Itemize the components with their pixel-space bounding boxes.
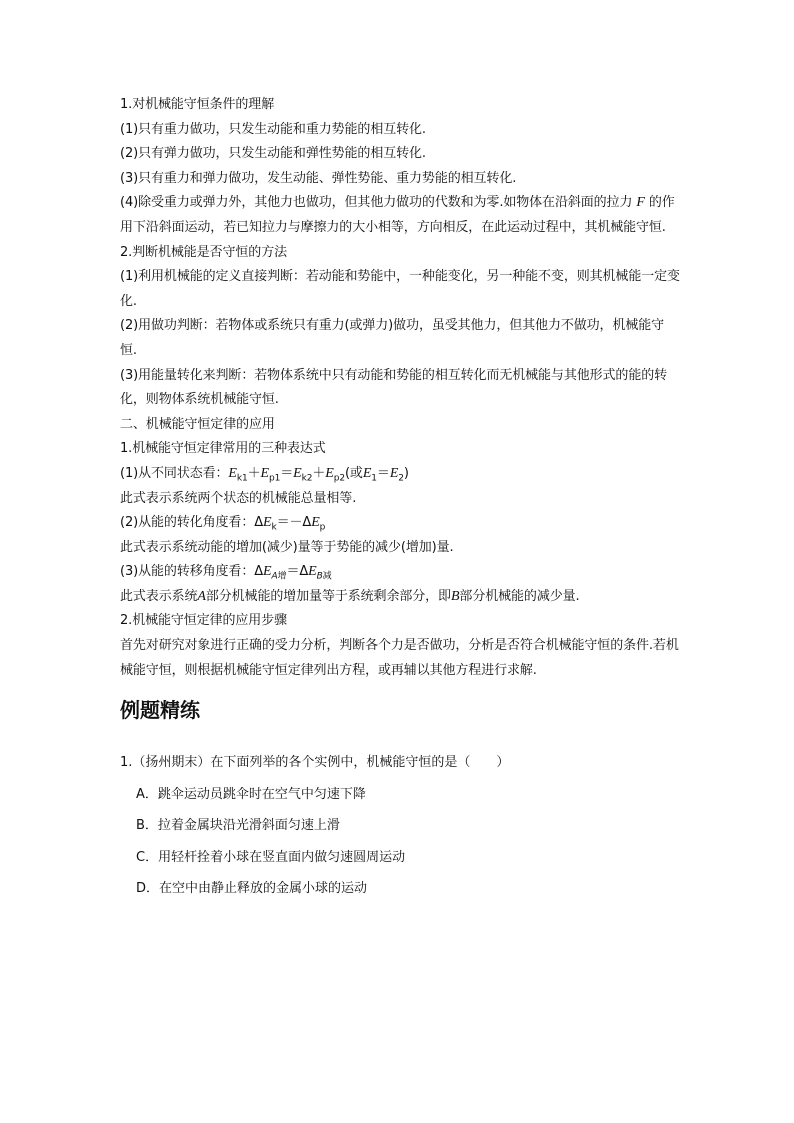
item4-text-b: 的作用下沿斜面运动，若已知拉力与摩擦力的大小相等，方向相反，在此运动过程中，其机械能守恒. <box>120 195 675 235</box>
examples-heading: 例题精练 <box>120 698 200 723</box>
section2-item-1: (1)利用机械能的定义直接判断：若动能和势能中，一种能变化，另一种能不变，则其机械能一定变化. <box>120 269 680 309</box>
item4-text-a: (4)除受重力或弹力外，其他力也做功，但其他力做功的代数和为零.如物体在沿斜面的拉力 <box>120 195 633 211</box>
part2-title: 二、机械能守恒定律的应用 <box>120 416 275 432</box>
expression-3: (3)从能的转移角度看：$\Delta E_{A增}=\Delta E_{B减}$ <box>120 564 332 582</box>
section2-item-2: (2)用做功判断：若物体或系统只有重力(或弹力)做功，虽受其他力，但其他力不做功，机械能守恒. <box>120 318 665 358</box>
expr2-description: 此式表示系统动能的增加(减少)量等于势能的减少(增加)量. <box>120 539 454 555</box>
section2-item-3: (3)用能量转化来判断：若物体系统中只有动能和势能的相互转化而无机械能与其他形式的能的转化，则物体系统机械能守恒. <box>120 367 668 408</box>
question-option-d: D．在空中由静止释放的金属小球的运动 <box>136 881 368 897</box>
expr1-description: 此式表示系统两个状态的机械能总量相等. <box>120 490 357 506</box>
expr3-description: 此式表示系统A部分机械能的增加量等于系统剩余部分，即B部分机械能的减少量. <box>120 588 580 604</box>
question-stem: 1.（扬州期末）在下面列举的各个实例中，机械能守恒的是（ ） <box>120 755 510 771</box>
question-option-c: C．用轻杆拴着小球在竖直面内做匀速圆周运动 <box>136 849 406 865</box>
force-variable: F <box>636 195 645 211</box>
question-option-a: A．跳伞运动员跳伞时在空气中匀速下降 <box>136 786 366 802</box>
expr2-label: (2)从能的转化角度看： <box>120 515 255 531</box>
section1-item-1: (1)只有重力做功，只发生动能和重力势能的相互转化. <box>120 121 426 137</box>
section1-title: 1.对机械能守恒条件的理解 <box>120 97 275 112</box>
expr3-label: (3)从能的转移角度看： <box>120 564 255 580</box>
expression-2: (2)从能的转化角度看：$\Delta E_k=-\Delta E_p$ <box>120 515 326 533</box>
expr1-label: (1)从不同状态看： <box>120 465 229 481</box>
section1-item-3: (3)只有重力和弹力做功，发生动能、弹性势能、重力势能的相互转化. <box>120 170 517 186</box>
section4-title: 2.机械能守恒定律的应用步骤 <box>120 613 288 629</box>
expression-1: (1)从不同状态看：$E_{k1}+E_{p1}=E_{k2}+E_{p2}$(或$E_1=E_2$) <box>120 465 409 484</box>
section1-item-4 <box>120 191 680 240</box>
section2-title: 2.判断机械能是否守恒的方法 <box>120 244 288 260</box>
section3-title: 1.机械能守恒定律常用的三种表达式 <box>120 441 326 457</box>
question-option-b: B．拉着金属块沿光滑斜面匀速上滑 <box>136 818 340 834</box>
section4-text: 首先对研究对象进行正确的受力分析，判断各个力是否做功，分析是否符合机械能守恒的条件.若机械能守恒，则根据机械能守恒定律列出方程，或再辅以其他方程进行求解. <box>120 638 679 678</box>
section1-item-2: (2)只有弹力做功，只发生动能和弹性势能的相互转化. <box>120 146 426 162</box>
document-body <box>120 93 680 905</box>
